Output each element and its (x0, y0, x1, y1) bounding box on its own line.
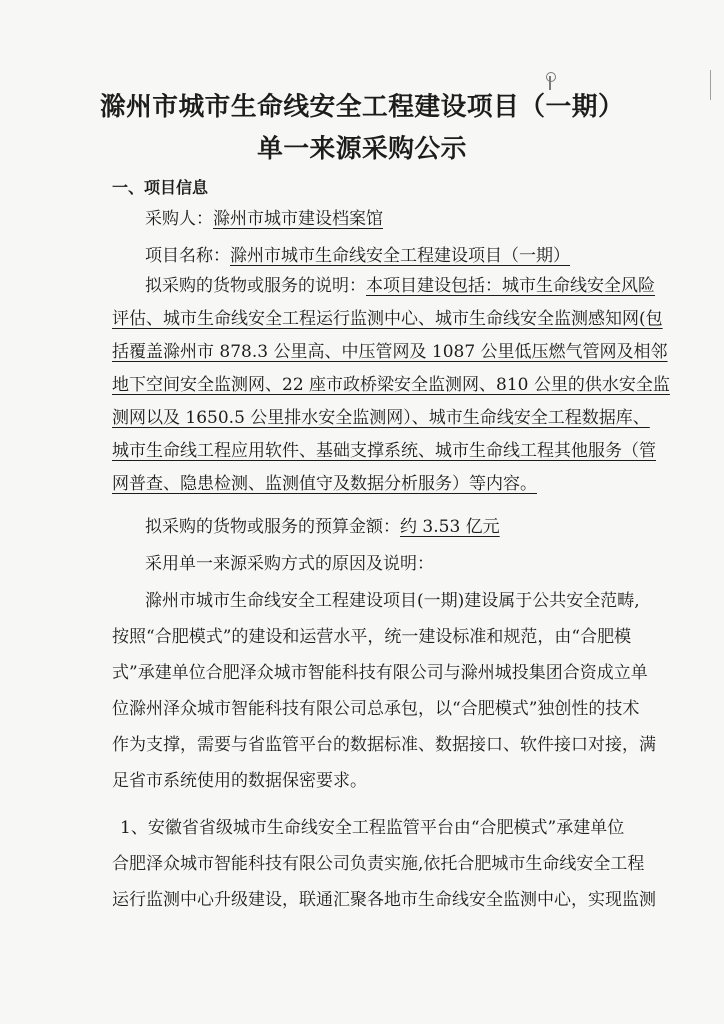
reason-line-4: 位滁州泽众城市智能科技有限公司总承包，以“合肥模式”独创性的技术 (112, 699, 640, 719)
reason-line-2: 按照“合肥模式”的建设和运营水平，统一建设标准和规范，由“合肥模 (112, 627, 632, 647)
purchaser-line (145, 208, 383, 230)
reason-line-3: 式”承建单位合肥泽众城市智能科技有限公司与滁州城投集团合资成立单 (112, 663, 648, 683)
description-line-4: 地下空间安全监测网、22 座市政桥梁安全监测网、810 公里的供水安全监 (112, 375, 670, 395)
purchaser-label: 采购人： (145, 209, 213, 229)
reason-line-5: 作为支撑，需要与省监管平台的数据标准、数据接口、软件接口对接，满 (112, 735, 656, 755)
project-name-value: 滁州市城市生命线安全工程建设项目（一期） (230, 246, 570, 266)
description-text: 本项目建设包括：城市生命线安全风险 (366, 276, 655, 296)
budget-value: 约 3.53 亿元 (400, 517, 500, 537)
pen-mark (546, 72, 556, 82)
reason-line-6: 足省市系统使用的数据保密要求。 (112, 771, 367, 791)
point1-line-3: 运行监测中心升级建设，联通汇聚各地市生命线安全监测中心，实现监测 (112, 890, 656, 910)
document-subtitle: 单一来源采购公示 (257, 134, 467, 164)
description-line-5: 测网以及 1650.5 公里排水安全监测网）、城市生命线安全工程数据库、 (112, 408, 650, 428)
point1-line-1: 1、安徽省省级城市生命线安全工程监管平台由“合肥模式”承建单位 (120, 818, 625, 838)
description-label: 拟采购的货物或服务的说明： (145, 276, 366, 296)
budget-line (145, 516, 500, 538)
project-name-line (145, 245, 570, 267)
project-name-label: 项目名称： (145, 246, 230, 266)
document-title: 滁州市城市生命线安全工程建设项目（一期） (99, 92, 625, 122)
section-heading-project-info: 一、项目信息 (112, 178, 209, 197)
budget-label: 拟采购的货物或服务的预算金额： (145, 517, 400, 537)
description-line-6: 城市生命线工程应用软件、基础支撑系统、城市生命线工程其他服务（管 (112, 441, 656, 461)
reason-line-1: 滁州市城市生命线安全工程建设项目(一期)建设属于公共安全范畴, (145, 591, 640, 611)
point1-line-2: 合肥泽众城市智能科技有限公司负责实施,依托合肥城市生命线安全工程 (112, 854, 645, 874)
description-line-7: 网普查、隐患检测、监测值守及数据分析服务）等内容。 (112, 474, 537, 494)
reason-heading: 采用单一来源采购方式的原因及说明： (145, 554, 434, 574)
description-line-1 (145, 275, 655, 297)
description-line-3: 括覆盖滁州市 878.3 公里高、中压管网及 1087 公里低压燃气管网及相邻 (112, 342, 668, 362)
description-line-2: 评估、城市生命线安全工程运行监测中心、城市生命线安全监测感知网(包 (112, 309, 663, 329)
purchaser-value: 滁州市城市建设档案馆 (213, 209, 383, 229)
